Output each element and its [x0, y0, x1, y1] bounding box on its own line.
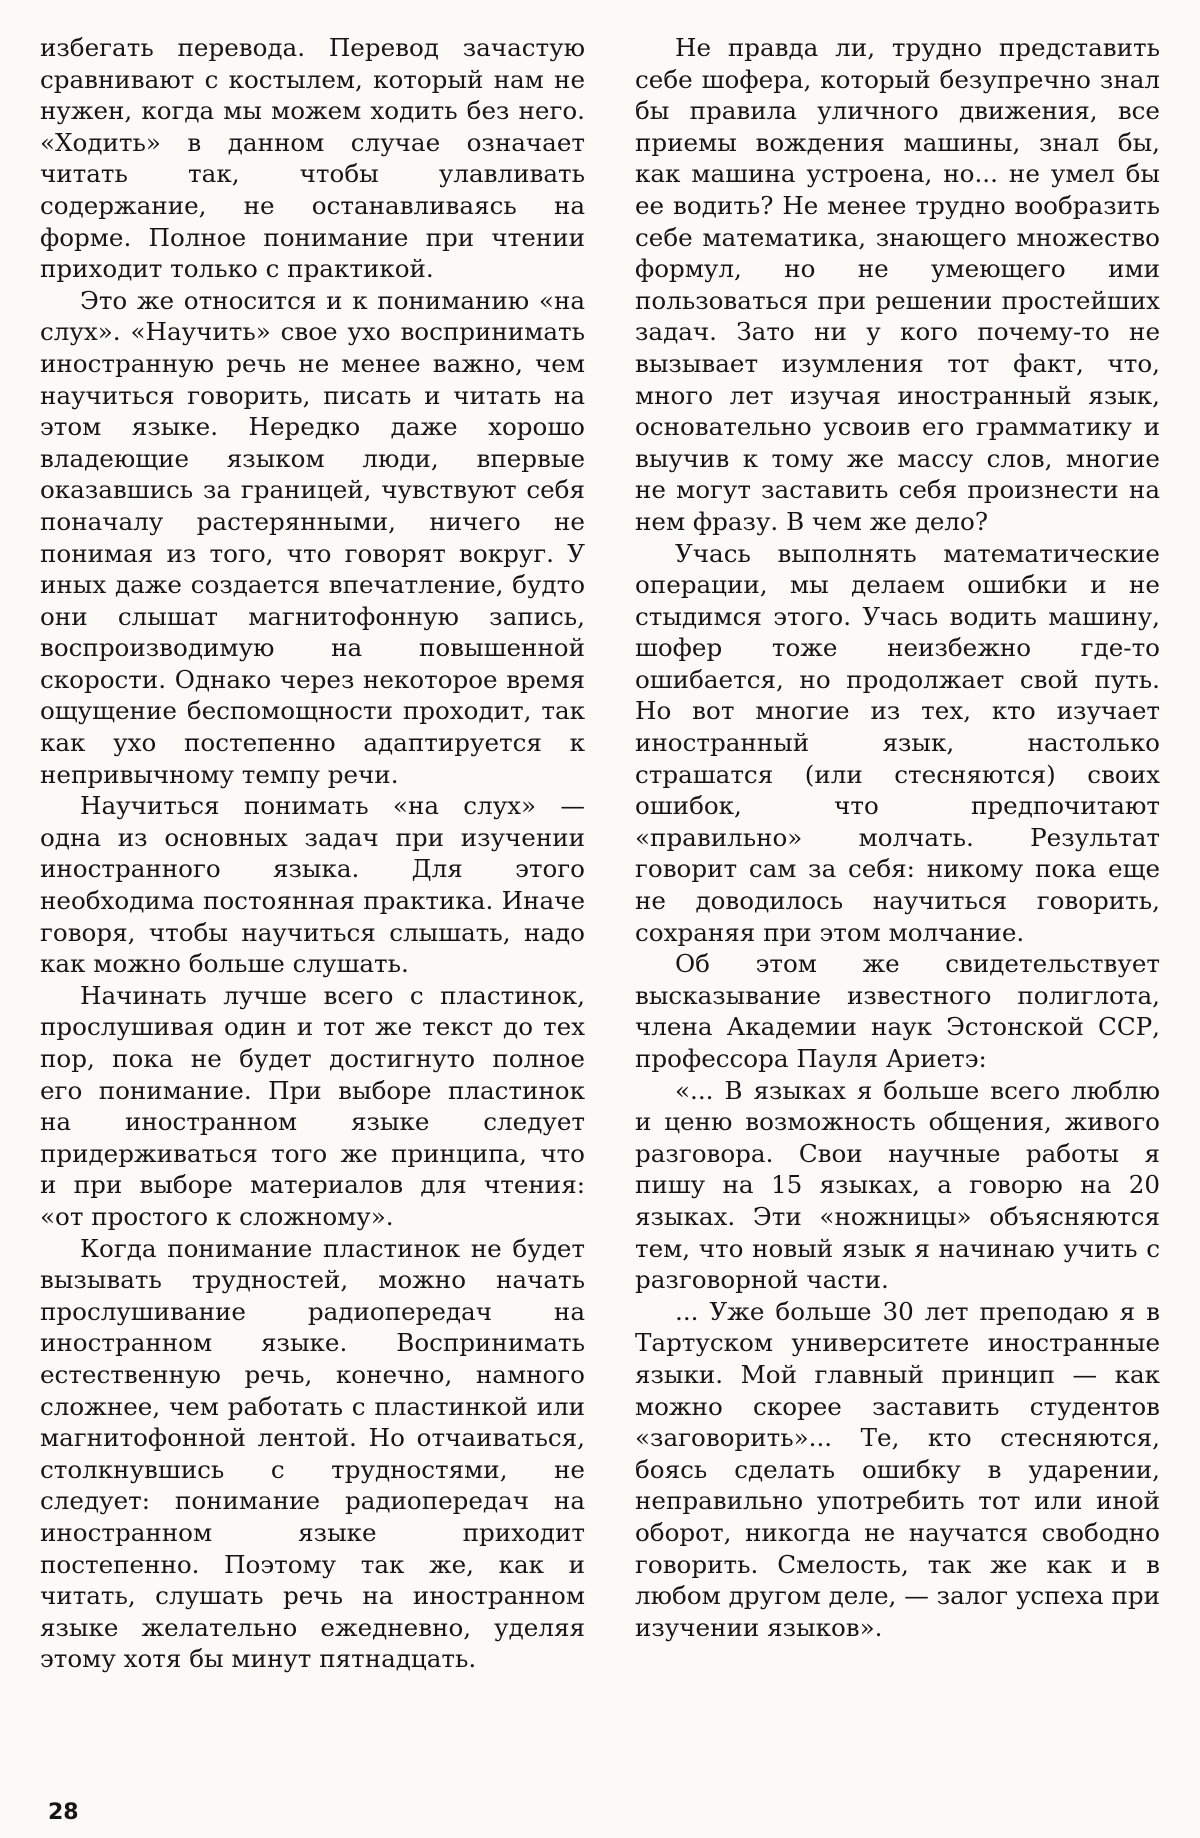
paragraph: Не правда ли, трудно представить себе шофера, который безупречно знал бы правила уличного движения, все приемы вождения машины, знал бы, как машина устроена, но... не умел бы ее водить? Не менее трудно вообразить себе математика, знающего множество формул, но не умеющего ими пользоваться при решении простейших задач. Зато ни у кого почему-то не вызывает изумления тот факт, что, много лет изучая иностранный язык, основательно усвоив его грамматику и выучив к тому же массу слов, многие не могут заставить себя произнести на нем фразу. В чем же дело? [635, 33, 1160, 536]
right-column [635, 32, 1160, 1643]
paragraph: Учась выполнять математические операции, мы делаем ошибки и не стыдимся этого. Учась водить машину, шофер тоже неизбежно где-то ошибается, но продолжает свой путь. Но вот многие из тех, кто изучает иностранный язык, настолько страшатся (или стесняются) своих ошибок, что предпочитают «правильно» молчать. Результат говорит сам за себя: никому пока еще не доводилось научиться говорить, сохраняя при этом молчание. [635, 538, 1160, 947]
paragraph: Об этом же свидетельствует высказывание известного полиглота, члена Академии наук Эстонской ССР, профессора Пауля Ариетэ: [635, 949, 1160, 1073]
page-number: 28 [48, 1800, 79, 1825]
left-column [40, 32, 585, 1675]
paragraph: Это же относится и к пониманию «на слух». «Научить» свое ухо воспринимать иностранную речь не менее важно, чем научиться говорить, писать и читать на этом языке. Нередко даже хорошо владеющие языком люди, впервые оказавшись за границей, чувствуют себя поначалу растерянными, ничего не понимая из того, что говорят вокруг. У иных даже создается впечатление, будто они слышат магнитофонную запись, воспроизводимую на повышенной скорости. Однако через некоторое время ощущение беспомощности проходит, так как ухо постепенно адаптируется к непривычному темпу речи. [40, 285, 585, 789]
paragraph: избегать перевода. Перевод зачастую сравнивают с костылем, который нам не нужен, когда мы можем ходить без него. «Ходить» в данном случае означает читать так, чтобы улавливать содержание, не останавливаясь на форме. Полное понимание при чтении приходит только с практикой. [40, 33, 585, 284]
quote-paragraph: ... Уже больше 30 лет преподаю я в Тартуском университете иностранные языки. Мой главный принцип — как можно скорее заставить студентов «заговорить»... Те, кто стесняются, боясь сделать ошибку в ударении, неправильно употребить тот или иной оборот, никогда не научатся свободно говорить. Смелость, так же как и в любом другом деле, — залог успеха при изучении языков». [635, 1296, 1160, 1642]
paragraph: Научиться понимать «на слух» — одна из основных задач при изучении иностранного языка. Для этого необходима постоянная практика. Иначе говоря, чтобы научиться слышать, надо как можно больше слушать. [40, 791, 585, 979]
quote-paragraph: «... В языках я больше всего люблю и ценю возможность общения, живого разговора. Свои научные работы я пишу на 15 языках, а говорю на 20 языках. Эти «ножницы» объясняются тем, что новый язык я начинаю учить с разговорной части. [635, 1075, 1160, 1295]
paragraph: Начинать лучше всего с пластинок, прослушивая один и тот же текст до тех пор, пока не будет достигнуто полное его понимание. При выборе пластинок на иностранном языке следует придерживаться того же принципа, что и при выборе материалов для чтения: «от простого к сложному». [40, 980, 585, 1231]
paragraph: Когда понимание пластинок не будет вызывать трудностей, можно начать прослушивание радиопередач на иностранном языке. Воспринимать естественную речь, конечно, намного сложнее, чем работать с пластинкой или магнитофонной лентой. Но отчаиваться, столкнувшись с трудностями, не следует: понимание радиопередач на иностранном языке приходит постепенно. Поэтому так же, как и читать, слушать речь на иностранном языке желательно ежедневно, уделяя этому хотя бы минут пятнадцать. [40, 1233, 585, 1674]
